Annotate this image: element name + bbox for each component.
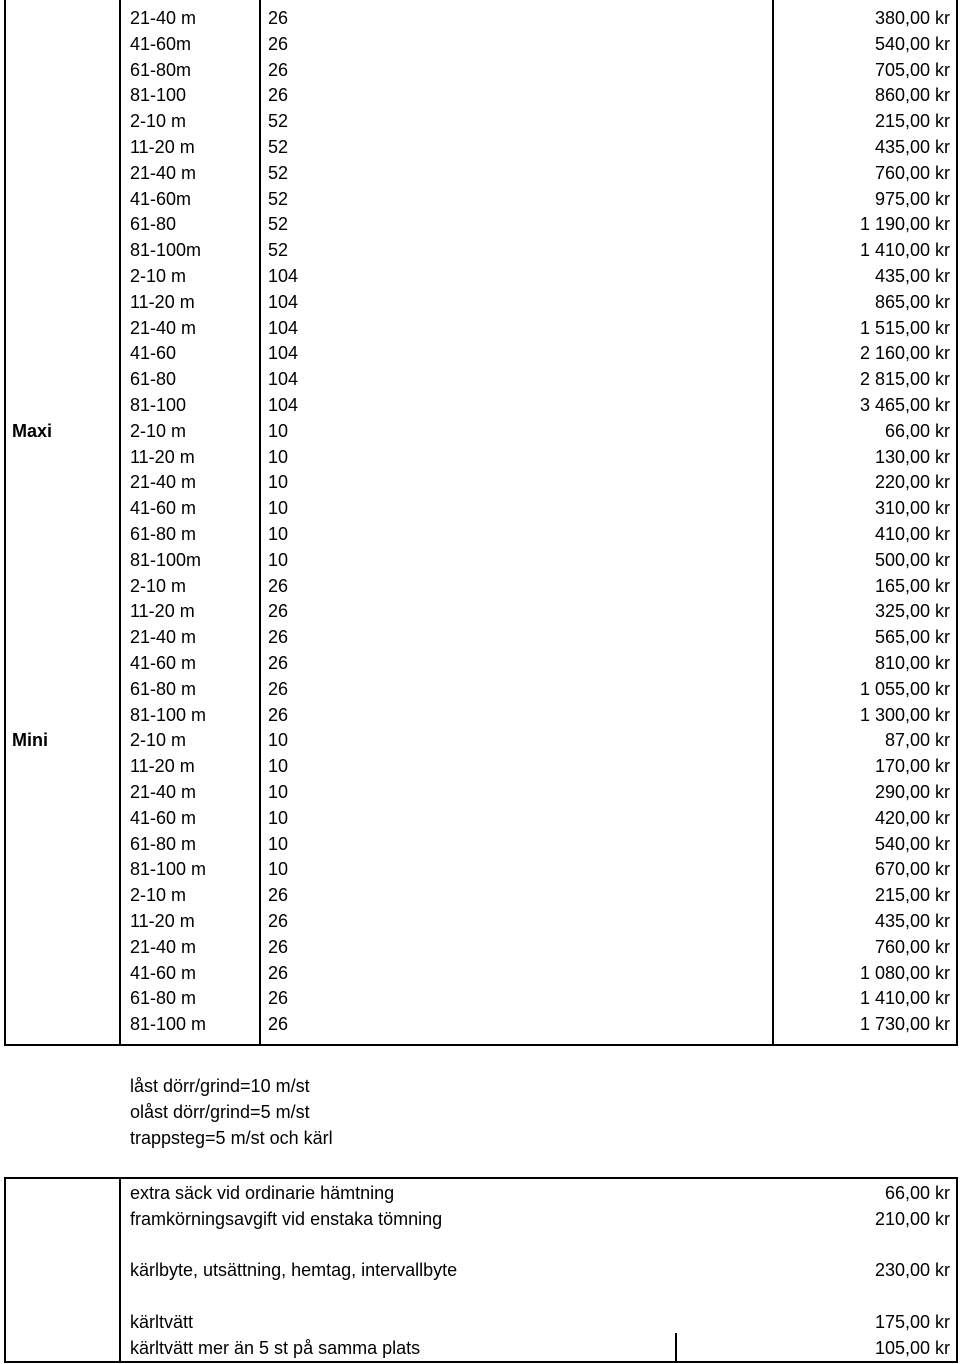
quantity-cell: 10 (268, 782, 289, 802)
price-cell: 1 410,00 kr (859, 240, 950, 261)
quantity-cell: 104 (268, 395, 299, 415)
distance-cell: 2-10 m (130, 730, 187, 751)
table-row (0, 1011, 960, 1037)
distance-cell: 41-60 (130, 343, 177, 364)
distance-cell: 2-10 m (130, 885, 187, 906)
table-row (0, 831, 960, 857)
quantity-cell: 104 (268, 317, 299, 338)
distance-cell: 81-100m (130, 549, 202, 570)
distance-cell: 81-100 (130, 85, 187, 106)
price-cell: 66,00 kr (884, 420, 950, 441)
distance-cell: 2-10 m (130, 266, 187, 286)
table-row (0, 624, 960, 650)
quantity-cell: 26 (268, 85, 289, 106)
quantity-cell: 26 (268, 8, 289, 28)
quantity-cell: 52 (268, 240, 289, 261)
price-cell: 220,00 kr (874, 472, 950, 493)
note-unlocked-gate: olåst dörr/grind=5 m/st (130, 1102, 310, 1122)
price-cell: 435,00 kr (874, 137, 950, 157)
table-bottom-border (4, 1044, 958, 1046)
distance-cell: 61-80 m (130, 678, 197, 699)
price-cell: 380,00 kr (874, 8, 950, 28)
quantity-cell: 26 (268, 962, 289, 983)
distance-cell: 61-80 m (130, 988, 197, 1009)
quantity-cell: 10 (268, 756, 289, 777)
table-row (0, 237, 960, 263)
table-row (0, 805, 960, 831)
price-cell: 170,00 kr (874, 756, 950, 777)
extras-row (0, 1309, 960, 1335)
price-cell: 215,00 kr (874, 885, 950, 906)
price-cell: 1 515,00 kr (859, 317, 950, 338)
table-row (0, 908, 960, 934)
quantity-cell: 26 (268, 936, 289, 957)
distance-cell: 21-40 m (130, 162, 197, 183)
extras-row (0, 1257, 960, 1283)
price-cell: 760,00 kr (874, 936, 950, 957)
extras-price: 210,00 kr (874, 1209, 950, 1229)
price-cell: 1 055,00 kr (859, 678, 950, 699)
table-row (0, 573, 960, 599)
distance-cell: 41-60 m (130, 653, 197, 673)
distance-cell: 61-80 (130, 369, 177, 390)
extras-price: 175,00 kr (874, 1312, 950, 1332)
price-cell: 130,00 kr (874, 446, 950, 467)
distance-cell: 11-20 m (130, 291, 195, 312)
quantity-cell: 26 (268, 911, 289, 931)
extras-price: 230,00 kr (874, 1260, 950, 1280)
quantity-cell: 52 (268, 111, 289, 132)
table-row (0, 418, 960, 444)
extras-label: kärltvätt (130, 1312, 194, 1332)
table-row (0, 598, 960, 624)
distance-cell: 11-20 m (130, 137, 195, 157)
extras-bottom-border (4, 1361, 958, 1363)
quantity-cell: 104 (268, 369, 299, 390)
extras-label: kärlbyte, utsättning, hemtag, intervallbyte (130, 1260, 458, 1280)
quantity-cell: 104 (268, 291, 299, 312)
quantity-cell: 10 (268, 859, 289, 880)
table-row (0, 676, 960, 702)
price-cell: 1 730,00 kr (859, 1014, 950, 1035)
price-cell: 865,00 kr (874, 291, 950, 312)
table-row (0, 160, 960, 186)
table-row (0, 753, 960, 779)
distance-cell: 61-80m (130, 59, 192, 80)
price-cell: 540,00 kr (874, 833, 950, 854)
quantity-cell: 26 (268, 988, 289, 1009)
group-label: Maxi (12, 420, 53, 441)
quantity-cell: 104 (268, 266, 299, 286)
extras-price: 66,00 kr (884, 1183, 950, 1203)
price-cell: 410,00 kr (874, 524, 950, 544)
quantity-cell: 10 (268, 472, 289, 493)
quantity-cell: 52 (268, 214, 289, 235)
table-row (0, 547, 960, 573)
distance-cell: 61-80 m (130, 833, 197, 854)
table-row (0, 495, 960, 521)
price-cell: 565,00 kr (874, 627, 950, 648)
distance-cell: 2-10 m (130, 575, 187, 596)
distance-cell: 61-80 (130, 214, 177, 235)
table-row (0, 315, 960, 341)
extras-label: kärltvätt mer än 5 st på samma plats (130, 1338, 421, 1358)
table-row (0, 134, 960, 160)
price-cell: 87,00 kr (884, 730, 950, 751)
price-cell: 705,00 kr (874, 59, 950, 80)
table-row (0, 366, 960, 392)
note-locked-gate: låst dörr/grind=10 m/st (130, 1076, 310, 1096)
price-cell: 1 080,00 kr (859, 962, 950, 983)
distance-cell: 11-20 m (130, 911, 195, 931)
quantity-cell: 26 (268, 653, 289, 673)
quantity-cell: 10 (268, 420, 289, 441)
quantity-cell: 26 (268, 601, 289, 622)
table-row (0, 340, 960, 366)
distance-cell: 11-20 m (130, 756, 195, 777)
table-row (0, 31, 960, 57)
quantity-cell: 10 (268, 498, 289, 519)
quantity-cell: 26 (268, 59, 289, 80)
price-cell: 540,00 kr (874, 33, 950, 54)
price-cell: 165,00 kr (874, 575, 950, 596)
price-cell: 1 410,00 kr (859, 988, 950, 1009)
table-row (0, 392, 960, 418)
table-row (0, 289, 960, 315)
price-cell: 310,00 kr (874, 498, 950, 519)
distance-cell: 21-40 m (130, 8, 197, 28)
table-row (0, 702, 960, 728)
quantity-cell: 10 (268, 446, 289, 467)
distance-cell: 61-80 m (130, 524, 197, 544)
table-row (0, 521, 960, 547)
distance-cell: 81-100 m (130, 859, 207, 880)
price-cell: 435,00 kr (874, 266, 950, 286)
distance-cell: 81-100m (130, 240, 202, 261)
price-cell: 435,00 kr (874, 911, 950, 931)
distance-cell: 21-40 m (130, 317, 197, 338)
group-label: Mini (12, 730, 48, 751)
distance-cell: 21-40 m (130, 627, 197, 648)
note-stairs: trappsteg=5 m/st och kärl (130, 1128, 333, 1148)
price-cell: 975,00 kr (874, 188, 950, 209)
price-cell: 860,00 kr (874, 85, 950, 106)
price-cell: 2 815,00 kr (859, 369, 950, 390)
price-cell: 3 465,00 kr (859, 395, 950, 415)
table-row (0, 727, 960, 753)
quantity-cell: 26 (268, 1014, 289, 1035)
quantity-cell: 26 (268, 33, 289, 54)
quantity-cell: 52 (268, 162, 289, 183)
table-row (0, 469, 960, 495)
table-row (0, 882, 960, 908)
table-row (0, 444, 960, 470)
table-row (0, 5, 960, 31)
quantity-cell: 26 (268, 575, 289, 596)
extras-top-border (4, 1177, 958, 1179)
extras-price: 105,00 kr (874, 1338, 950, 1358)
table-row (0, 985, 960, 1011)
price-cell: 500,00 kr (874, 549, 950, 570)
quantity-cell: 26 (268, 678, 289, 699)
table-row (0, 186, 960, 212)
extras-label: framkörningsavgift vid enstaka tömning (130, 1209, 443, 1229)
table-row (0, 650, 960, 676)
price-cell: 760,00 kr (874, 162, 950, 183)
price-cell: 2 160,00 kr (859, 343, 950, 364)
price-cell: 215,00 kr (874, 111, 950, 132)
table-row (0, 108, 960, 134)
table-row (0, 82, 960, 108)
quantity-cell: 26 (268, 885, 289, 906)
distance-cell: 21-40 m (130, 936, 197, 957)
distance-cell: 2-10 m (130, 111, 187, 132)
price-cell: 290,00 kr (874, 782, 950, 802)
quantity-cell: 10 (268, 549, 289, 570)
distance-cell: 11-20 m (130, 601, 195, 622)
distance-cell: 21-40 m (130, 472, 197, 493)
table-row (0, 263, 960, 289)
distance-cell: 21-40 m (130, 782, 197, 802)
distance-cell: 41-60 m (130, 498, 197, 519)
price-cell: 670,00 kr (874, 859, 950, 880)
distance-cell: 11-20 m (130, 446, 195, 467)
quantity-cell: 52 (268, 137, 289, 157)
table-row (0, 57, 960, 83)
price-cell: 325,00 kr (874, 601, 950, 622)
price-cell: 1 190,00 kr (859, 214, 950, 235)
quantity-cell: 104 (268, 343, 299, 364)
extras-label: extra säck vid ordinarie hämtning (130, 1183, 395, 1203)
quantity-cell: 26 (268, 627, 289, 648)
table-row (0, 211, 960, 237)
distance-cell: 41-60m (130, 188, 192, 209)
table-row (0, 856, 960, 882)
distance-cell: 41-60 m (130, 962, 197, 983)
quantity-cell: 10 (268, 524, 289, 544)
quantity-cell: 10 (268, 730, 289, 751)
quantity-cell: 10 (268, 833, 289, 854)
extras-row (0, 1180, 960, 1206)
price-cell: 810,00 kr (874, 653, 950, 673)
table-row (0, 779, 960, 805)
quantity-cell: 52 (268, 188, 289, 209)
extras-row (0, 1206, 960, 1232)
distance-cell: 2-10 m (130, 420, 187, 441)
distance-cell: 41-60 m (130, 807, 197, 828)
table-row (0, 934, 960, 960)
distance-cell: 41-60m (130, 33, 192, 54)
distance-cell: 81-100 m (130, 1014, 207, 1035)
price-cell: 1 300,00 kr (859, 704, 950, 725)
price-cell: 420,00 kr (874, 807, 950, 828)
distance-cell: 81-100 (130, 395, 187, 415)
table-row (0, 960, 960, 986)
quantity-cell: 26 (268, 704, 289, 725)
extras-row (0, 1335, 960, 1361)
quantity-cell: 10 (268, 807, 289, 828)
distance-cell: 81-100 m (130, 704, 207, 725)
